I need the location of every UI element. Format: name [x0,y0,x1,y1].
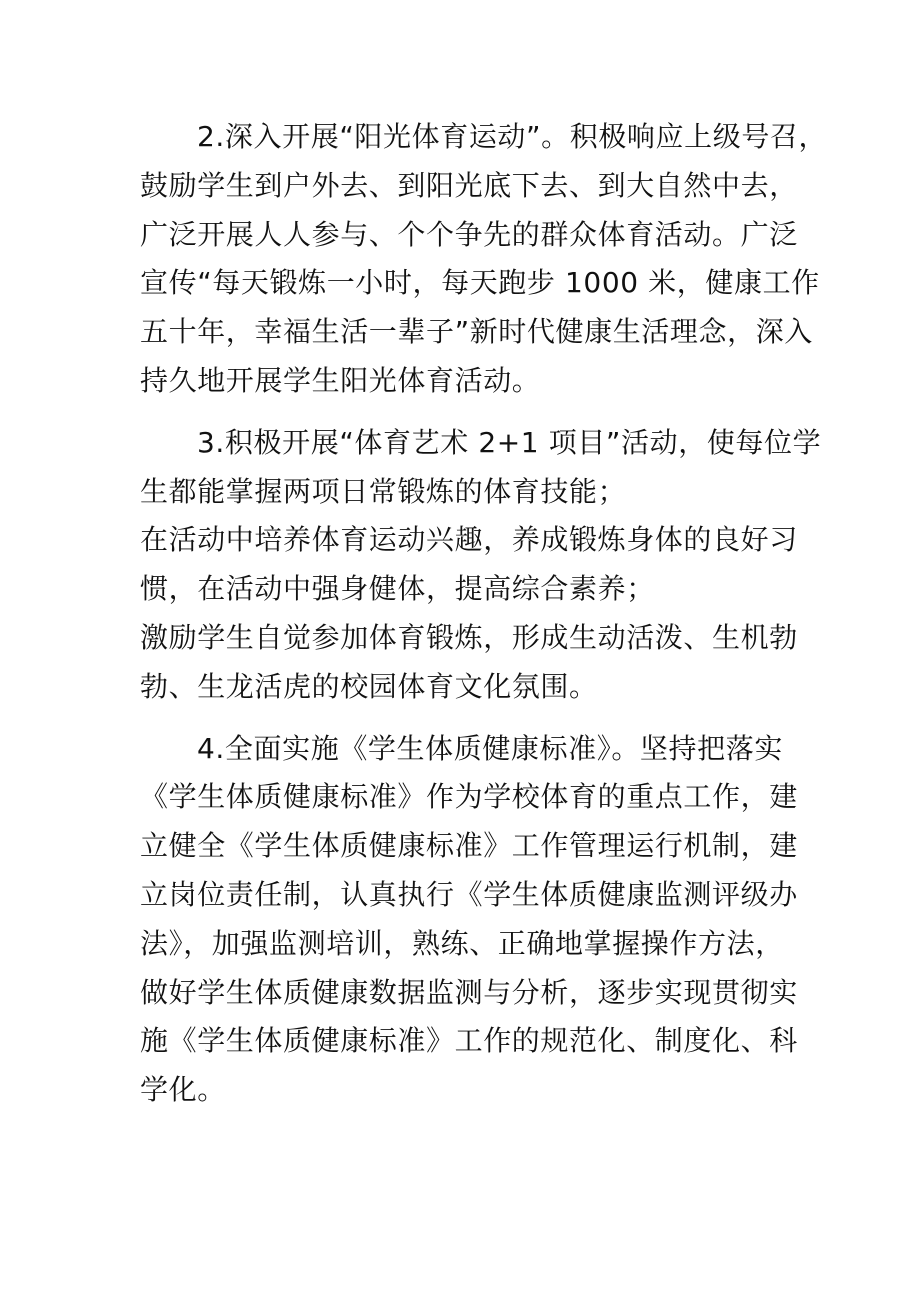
text-line: 3.积极开展“体育艺术 2+1 项目”活动，使每位学 [197,425,822,459]
text-line: 持久地开展学生阳光体育活动。 [140,363,541,397]
text-line: 惯，在活动中强身健体，提高综合素养； [140,572,655,606]
text-line: 《学生体质健康标准》作为学校体育的重点工作，建 [140,780,798,814]
text-line: 激励学生自觉参加体育锻炼，形成生动活泼、生机勃 [140,620,798,654]
paragraph-3-interest [140,516,798,614]
document-page [140,113,828,1115]
text-line: 施《学生体质健康标准》工作的规范化、制度化、科 [140,1024,798,1058]
text-line: 立健全《学生体质健康标准》工作管理运行机制，建 [140,829,798,863]
text-line: 立岗位责任制，认真执行《学生体质健康监测评级办 [140,877,798,911]
paragraph-2-sunshine-sports [140,113,828,406]
text-line: 学化。 [140,1073,226,1107]
paragraph-4-health-standard [140,725,798,1115]
text-line: 五十年，幸福生活一辈子”新时代健康生活理念，深入 [140,315,813,349]
text-line: 2.深入开展“阳光体育运动”。积极响应上级号召， [197,120,828,153]
text-line: 法》，加强监测培训，熟练、正确地掌握操作方法， [140,926,784,960]
paragraph-3-sports-arts [140,419,822,517]
text-line: 广泛开展人人参与、个个争先的群众体育活动。广泛 [140,217,798,251]
text-line: 在活动中培养体育运动兴趣，养成锻炼身体的良好习 [140,523,798,557]
text-line: 宣传“每天锻炼一小时，每天跑步 1000 米，健康工作 [140,266,820,300]
text-line: 4.全面实施《学生体质健康标准》。坚持把落实 [197,731,783,765]
text-line: 勃、生龙活虎的校园体育文化氛围。 [140,669,598,703]
text-line: 鼓励学生到户外去、到阳光底下去、到大自然中去， [140,168,798,202]
paragraph-3-culture [140,614,798,712]
text-line: 生都能掌握两项日常锻炼的体育技能； [140,474,627,508]
text-line: 做好学生体质健康数据监测与分析，逐步实现贯彻实 [140,975,798,1009]
